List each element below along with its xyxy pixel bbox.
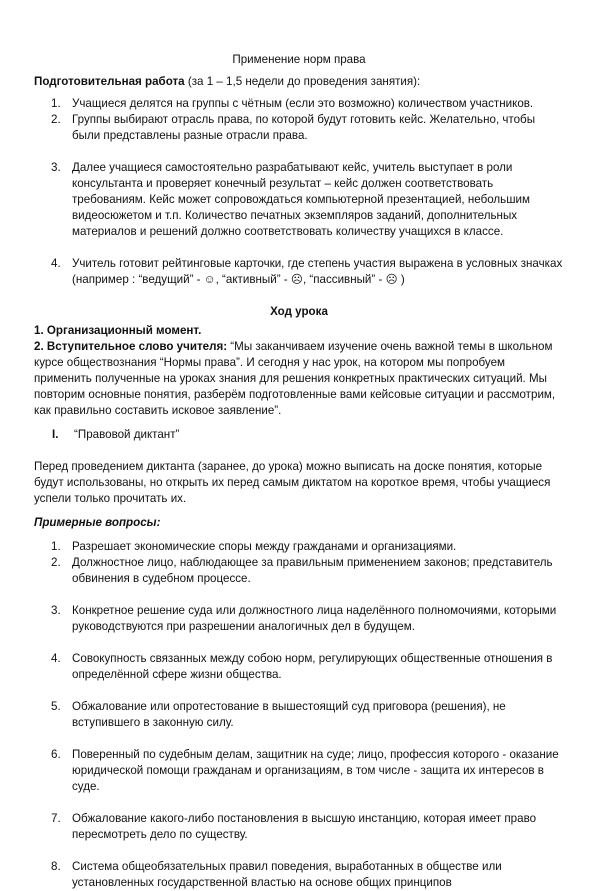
prep-label: Подготовительная работа xyxy=(34,75,185,88)
step-intro-label: 2. Вступительное слово учителя: xyxy=(34,340,228,353)
list-item: 3. Далее учащиеся самостоятельно разрабатывают кейс, учитель выступает в роли консультанта и проверяет конечный результат – кейс должен соответствовать требованиям. Кейс может сопровождаться компьютерной презентацией, небольшим видеосюжетом и т.п. Количество печатных экземпляров заданий, дополнительных материалов и решений должно соответствовать количеству учащихся в классе. xyxy=(51,161,530,238)
step-intro-text: “Мы заканчиваем изучение очень важной темы в школьном курсе обществознания “Нормы права”. И сегодня у нас урок, на котором мы попробуем применить полученные на уроках знания для решения конкретных практических ситуаций. Мы повторим основные понятия, разберём подготовленные вами кейсовые ситуации и рассмотрим, как правильно составить исковое заявление”. xyxy=(34,340,556,417)
questions-list xyxy=(34,539,564,891)
section-dictation xyxy=(34,427,564,443)
section-title: “Правовой диктант” xyxy=(74,428,180,441)
list-item: 3. Конкретное решение суда или должностного лица наделённого полномочиями, которыми руководствуются при разрешении аналогичных дел в будущем. xyxy=(51,604,557,633)
section-number: I. xyxy=(52,428,59,441)
list-item: 6. Поверенный по судебным делам, защитник на суде; лицо, профессия которого - оказание юридической помощи гражданам и организациям, в том числе - защита их интересов в суде. xyxy=(51,748,559,793)
prep-list xyxy=(34,96,564,288)
list-item: 2. Группы выбирают отрасль права, по которой будут готовить кейс. Желательно, чтобы были представлены разные отрасли права. xyxy=(51,113,536,142)
prep-text: (за 1 – 1,5 недели до проведения занятия): xyxy=(184,75,421,88)
lesson-heading: Ход урока xyxy=(270,305,328,318)
list-item: 2. Должностное лицо, наблюдающее за правильным применением законов; представитель обвинения в судебном процессе. xyxy=(51,556,553,585)
dictation-intro: Перед проведением диктанта (заранее, до урока) можно выписать на доске понятия, которые будут использованы, но открыть их перед самым диктатом на короткое время, чтобы учащиеся успели только прочитать их. xyxy=(34,460,551,505)
document-page xyxy=(34,52,564,891)
list-item: 1. Учащиеся делятся на группы с чётным (если это возможно) количеством участников. xyxy=(51,97,534,110)
step-intro-paragraph xyxy=(34,339,564,419)
document-title: Применение норм права xyxy=(232,53,366,66)
step-organizational: 1. Организационный момент. xyxy=(34,324,202,337)
prep-paragraph xyxy=(34,74,564,90)
list-item: 8. Система общеобязательных правил поведения, выработанных в обществе или установленных государственной властью на основе общих принципов xyxy=(51,860,502,889)
list-item: 4. Учитель готовит рейтинговые карточки, где степень участия выражена в условных значках (например : “ведущий” - ☺, “активный” - ☹, “пассивный” - ☹ ) xyxy=(51,257,563,286)
questions-heading: Примерные вопросы: xyxy=(34,516,161,529)
list-item: 5. Обжалование или опротестование в вышестоящий суд приговора (решения), не вступившего в законную силу. xyxy=(51,700,506,729)
list-item: 7. Обжалование какого-либо постановления в высшую инстанцию, которая имеет право пересмотреть дело по существу. xyxy=(51,812,537,841)
list-item: 1. Разрешает экономические споры между гражданами и организациями. xyxy=(51,540,457,553)
list-item: 4. Совокупность связанных между собою норм, регулирующих общественные отношения в определённой сфере жизни общества. xyxy=(51,652,553,681)
